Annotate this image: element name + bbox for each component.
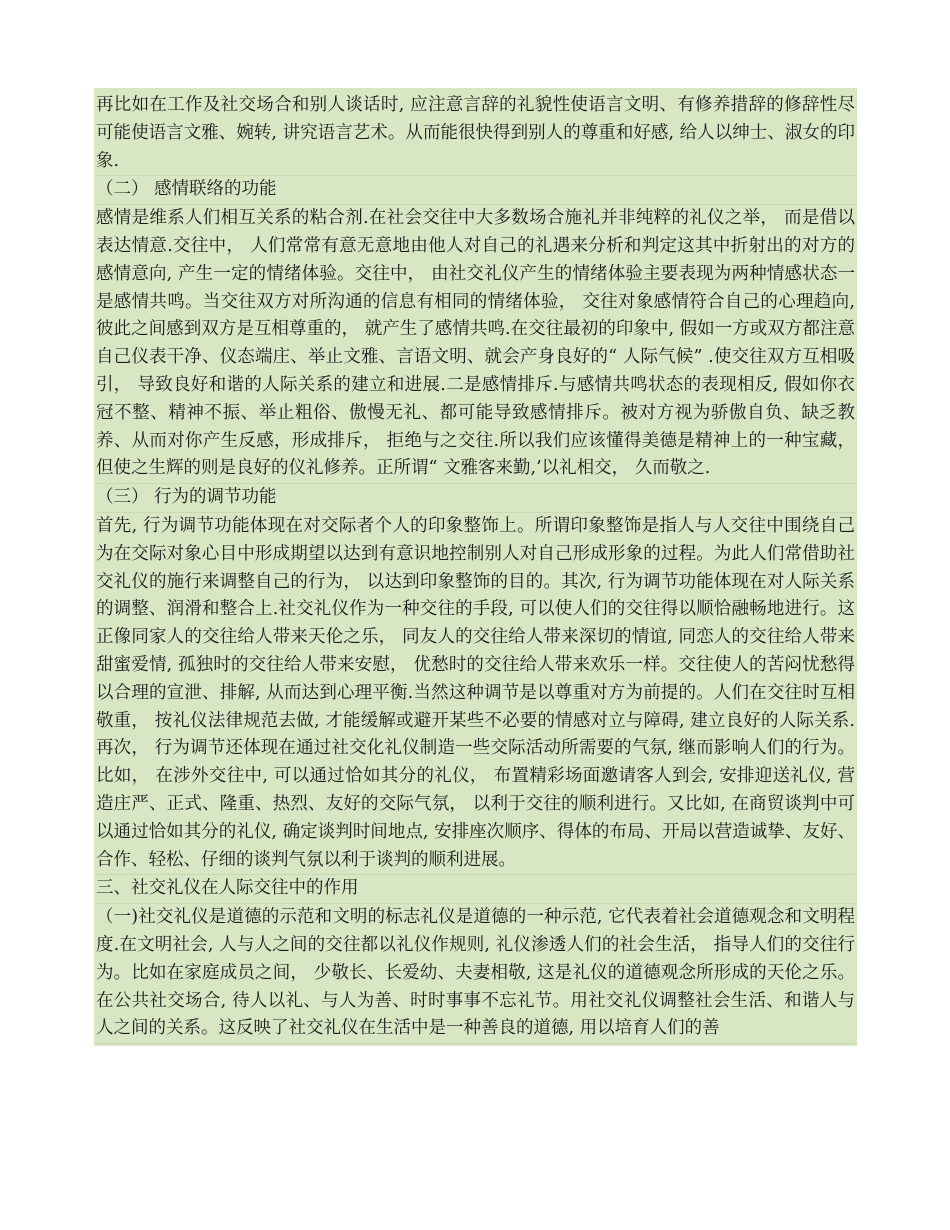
section-heading-behavior-regulation: （三） 行为的调节功能 [96,484,855,513]
section-heading-role-in-interaction: 三、社交礼仪在人际交往中的作用 [96,875,855,904]
paragraph-emotional-bond: 感情是维系人们相互关系的粘合剂.在社会交往中大多数场合施礼并非纯粹的礼仪之举， 而是借以表达情意.交往中， 人们常常有意无意地由他人对自己的礼遇来分析和判定这其中折射出的对方的感情意向, 产生一定的情绪体验。交往中， 由社交礼仪产生的情绪体验主要表现为两种情感状态一是感情共鸣。当交往双方对所沟通的信息有相同的情绪体验， 交往对象感情符合自己的心理趋向, 彼此之间感到双方是互相尊重的， 就产生了感情共鸣.在交往最初的印象中, 假如一方或双方都注意自己仪表干净、仪态端庄、举止文雅、言语文明、就会产身良好的“ 人际气候” .使交往双方互相吸引， 导致良好和谐的人际关系的建立和进展.二是感情排斥.与感情共鸣状态的表现相反, 假如你衣冠不整、精神不振、举止粗俗、傲慢无礼、都可能导致感情排斥。被对方视为骄傲自负、缺乏教养、从而对你产生反感，形成排斥， 拒绝与之交往.所以我们应该懂得美德是精神上的一种宝藏， 但使之生辉的则是良好的仪礼修养。正所谓“ 文雅客来勤,’以礼相交， 久而敬之. [96,205,855,484]
paragraph-moral-model: （一)社交礼仪是道德的示范和文明的标志礼仪是道德的一种示范, 它代表着社会道德观念和文明程度.在文明社会, 人与人之间的交往都以礼仪作规则, 礼仪渗透人们的社会生活， 指导人们的交往行为。比如在家庭成员之间， 少敬长、长爱幼、夫妻相敬, 这是礼仪的道德观念所形成的天伦之乐。在公共社交场合, 待人以礼、与人为善、时时事事不忘礼节。用社交礼仪调整社会生活、和谐人与人之间的关系。这反映了社交礼仪在生活中是一种善良的道德, 用以培育人们的善 [96,904,855,1044]
paragraph-etiquette-speech: 再比如在工作及社交场合和别人谈话时, 应注意言辞的礼貌性使语言文明、有修养措辞的修辞性尽可能使语言文雅、婉转, 讲究语言艺术。从而能很快得到别人的尊重和好感, 给人以绅士、淑女的印象. [96,92,855,176]
section-heading-emotional-bond: （二） 感情联络的功能 [96,176,855,205]
paragraph-behavior-regulation: 首先, 行为调节功能体现在对交际者个人的印象整饰上。所谓印象整饰是指人与人交往中围绕自己为在交际对象心目中形成期望以达到有意识地控制别人对自己形成形象的过程。为此人们常借助社交礼仪的施行来调整自己的行为， 以达到印象整饰的目的。其次, 行为调节功能体现在对人际关系的调整、润滑和整合上.社交礼仪作为一种交往的手段, 可以使人们的交往得以顺恰融畅地进行。这正像同家人的交往给人带来天伦之乐， 同友人的交往给人带来深切的情谊, 同恋人的交往给人带来甜蜜爱情, 孤独时的交往给人带来安慰， 优愁时的交往给人带来欢乐一样。交往使人的苦闷忧愁得以合理的宣泄、排解, 从而达到心理平衡.当然这种调节是以尊重对方为前提的。人们在交往时互相敬重， 按礼仪法律规范去做, 才能缓解或避开某些不必要的情感对立与障碍, 建立良好的人际关系.再次， 行为调节还体现在通过社交化礼仪制造一些交际活动所需要的气氛, 继而影响人们的行为。比如， 在涉外交往中, 可以通过恰如其分的礼仪， 布置精彩场面邀请客人到会, 安排迎送礼仪, 营造庄严、正式、隆重、热烈、友好的交际气氛， 以利于交往的顺利进行。又比如, 在商贸谈判中可以通过恰如其分的礼仪, 确定谈判时间地点, 安排座次顺序、得体的布局、开局以营造诚挚、友好、合作、轻松、仔细的谈判气氛以利于谈判的顺利进展。 [96,513,855,875]
document-page [94,88,857,1046]
